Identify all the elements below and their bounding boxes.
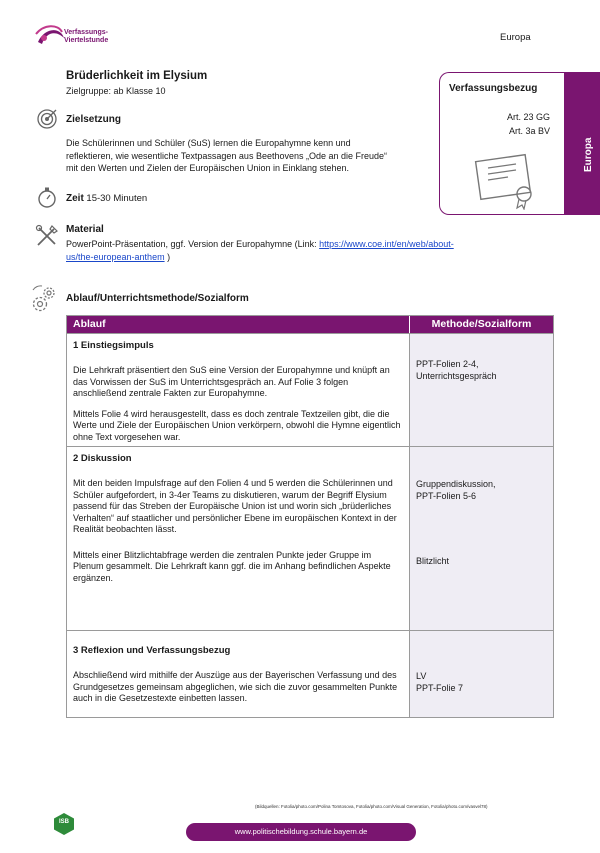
column-header-method: Methode/Sozialform — [431, 318, 532, 330]
row-paragraph: Mit den beiden Impulsfrage auf den Folien 4 und 5 werden die Schülerinnen und Schüler aufgefordert, in 3-4er Teams zu diskutieren, warum der Begriff Elysium passend für das Streben der Europäische Union ist und worin sich „brüderliches Verhalten“ auf staatlicher und persönlicher Ebene im europäischen Kontext in der Realität beobachten lässt. — [73, 478, 397, 534]
footer-url[interactable]: www.politischebildung.schule.bayern.de — [234, 827, 368, 836]
method-line: PPT-Folien 2-4, — [416, 359, 479, 369]
topic-label: Europa — [500, 32, 531, 43]
material-text — [66, 238, 546, 263]
row-paragraph: Mittels einer Blitzlichtabfrage werden die zentralen Punkte jeder Gruppe im Plenum gesammelt. Die Lehrkraft kann ggf. die im Anhang befindlichen Aspekte ergänzen. — [73, 549, 391, 583]
page-title: Brüderlichkeit im Elysium — [66, 70, 208, 82]
article-2: Art. 3a BV — [508, 126, 550, 136]
method-line: Blitzlicht — [416, 556, 450, 566]
material-tail: ) — [164, 251, 171, 262]
logo-text — [64, 29, 108, 45]
anthem-link[interactable]: https://www.coe.int/en/web/about- — [319, 239, 454, 249]
method-line: PPT-Folie 7 — [416, 682, 464, 693]
logo-line-1: Verfassungs- — [64, 29, 108, 36]
method-line: LV — [416, 671, 427, 681]
image-credits: (Bildquellen: Fotolia/photo.com/Polina Tomtosova, Fotolia/photo.com/Visual Generation, Fotolia/photo.com/vasvel78) — [255, 804, 488, 809]
anthem-link-cont[interactable]: us/the-european-anthem — [66, 251, 165, 262]
constitution-title: Verfassungsbezug — [449, 83, 538, 94]
target-icon — [36, 107, 58, 129]
row-paragraph: Die Lehrkraft präsentiert den SuS eine Version der Europahymne und knüpft an das Vorwissen der SuS im Unterrichtsgespräch an. Auf Folie 3 folgen anschließend zentrale Fakten zur Europahymne. — [73, 365, 390, 398]
row-paragraph: Mittels Folie 4 wird herausgestellt, dass es doch zentrale Textzeilen gibt, die die Werte und Ziele der Europäischen Union verkörpern, obwohl die Hymne eigentlich ohne Text vorgesehen war. — [73, 408, 401, 442]
article-1: Art. 23 GG — [506, 112, 550, 122]
method-line: Unterrichtsgespräch — [416, 370, 497, 381]
time-row — [66, 193, 147, 204]
table-header — [67, 316, 553, 333]
method-line: PPT-Folien 5-6 — [416, 490, 477, 501]
row-content — [67, 447, 410, 630]
goal-line-1: Die Schülerinnen und Schüler (SuS) lernen die Europahymne kenn und — [66, 138, 351, 148]
tools-icon — [34, 223, 60, 249]
row-content — [67, 631, 410, 717]
side-tab-label: Europa — [583, 137, 594, 172]
isb-logo-text: ISB — [58, 819, 69, 825]
row-title: 3 Reflexion und Verfassungsbezug — [73, 645, 231, 656]
row-method — [410, 334, 553, 446]
row-content — [67, 334, 410, 446]
time-value: 15-30 Minuten — [86, 193, 148, 204]
goal-line-2: reflektieren, wie wesentliche Textpassagen aus Beethovens „Ode an die Freude“ — [66, 150, 388, 161]
stopwatch-icon — [36, 186, 58, 208]
procedure-table — [66, 315, 554, 718]
side-tab — [564, 72, 600, 215]
material-title: Material — [66, 224, 104, 235]
goal-line-3: mit den Werten und Zielen der Europäischen Union in Einklang stehen. — [66, 163, 350, 173]
row-method — [410, 631, 553, 717]
target-group: Zielgruppe: ab Klasse 10 — [66, 86, 166, 96]
gears-icon — [30, 284, 60, 314]
procedure-title: Ablauf/Unterrichtsmethode/Sozialform — [66, 293, 249, 304]
table-row — [67, 446, 553, 630]
method-line: Gruppendiskussion, — [416, 479, 496, 489]
goal-text — [66, 137, 441, 175]
time-title: Zeit — [66, 193, 84, 204]
row-title: 2 Diskussion — [73, 453, 132, 464]
row-method — [410, 447, 553, 630]
column-header-ablauf: Ablauf — [67, 316, 410, 333]
table-row — [67, 333, 553, 446]
row-title: 1 Einstiegsimpuls — [73, 340, 154, 351]
material-desc: PowerPoint-Präsentation, ggf. Version der Europahymne (Link: — [66, 239, 320, 249]
table-row — [67, 630, 553, 717]
row-paragraph: Abschließend wird mithilfe der Auszüge aus der Bayerischen Verfassung und des Grundgesetzes gemeinsam abgeglichen, wie sich die zuvor gesammelten Punkte auch in die Gesetzestexte einbetten lassen. — [73, 670, 398, 703]
certificate-icon — [474, 152, 544, 210]
logo-line-2: Viertelstunde — [64, 37, 109, 44]
goal-title: Zielsetzung — [66, 114, 122, 125]
